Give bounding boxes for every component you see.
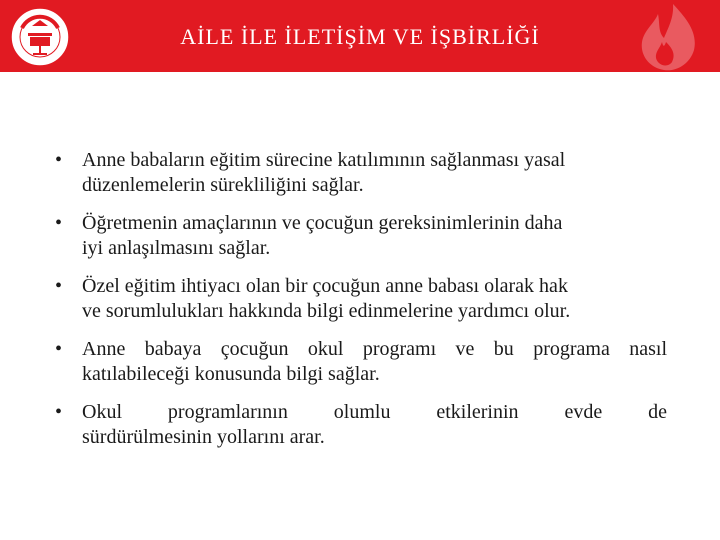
bullet-line: Anne babaların eğitim sürecine katılımının sağlanması yasal <box>82 149 566 171</box>
flame-icon <box>628 2 708 72</box>
bullet-line: ve sorumlulukları hakkında bilgi edinmelerine yardımcı olur. <box>82 300 571 322</box>
bullet-line: düzenlemelerin sürekliliğini sağlar. <box>82 174 364 196</box>
bullet-line: • Anne babaya çocuğun okul programı ve bu programa nasıl <box>82 338 667 360</box>
list-item <box>55 148 667 198</box>
list-item <box>55 337 667 387</box>
bullet-list <box>55 148 667 463</box>
bullet-line: katılabileceği konusunda bilgi sağlar. <box>82 363 380 385</box>
bullet-line: sürdürülmesinin yollarını arar. <box>82 426 325 448</box>
list-item <box>55 211 667 261</box>
bullet-line: Özel eğitim ihtiyacı olan bir çocuğun anne babası olarak hak <box>82 275 568 297</box>
header-bar <box>0 0 720 72</box>
bullet-line: • Okul programlarının olumlu etkilerinin evde de <box>82 401 667 423</box>
list-item <box>55 400 667 450</box>
page-title: AİLE İLE İLETİŞİM VE İŞBİRLİĞİ <box>180 24 540 49</box>
bullet-line: iyi anlaşılmasını sağlar. <box>82 237 271 259</box>
list-item <box>55 274 667 324</box>
bullet-line: Öğretmenin amaçlarının ve çocuğun gereksinimlerinin daha <box>82 212 563 234</box>
